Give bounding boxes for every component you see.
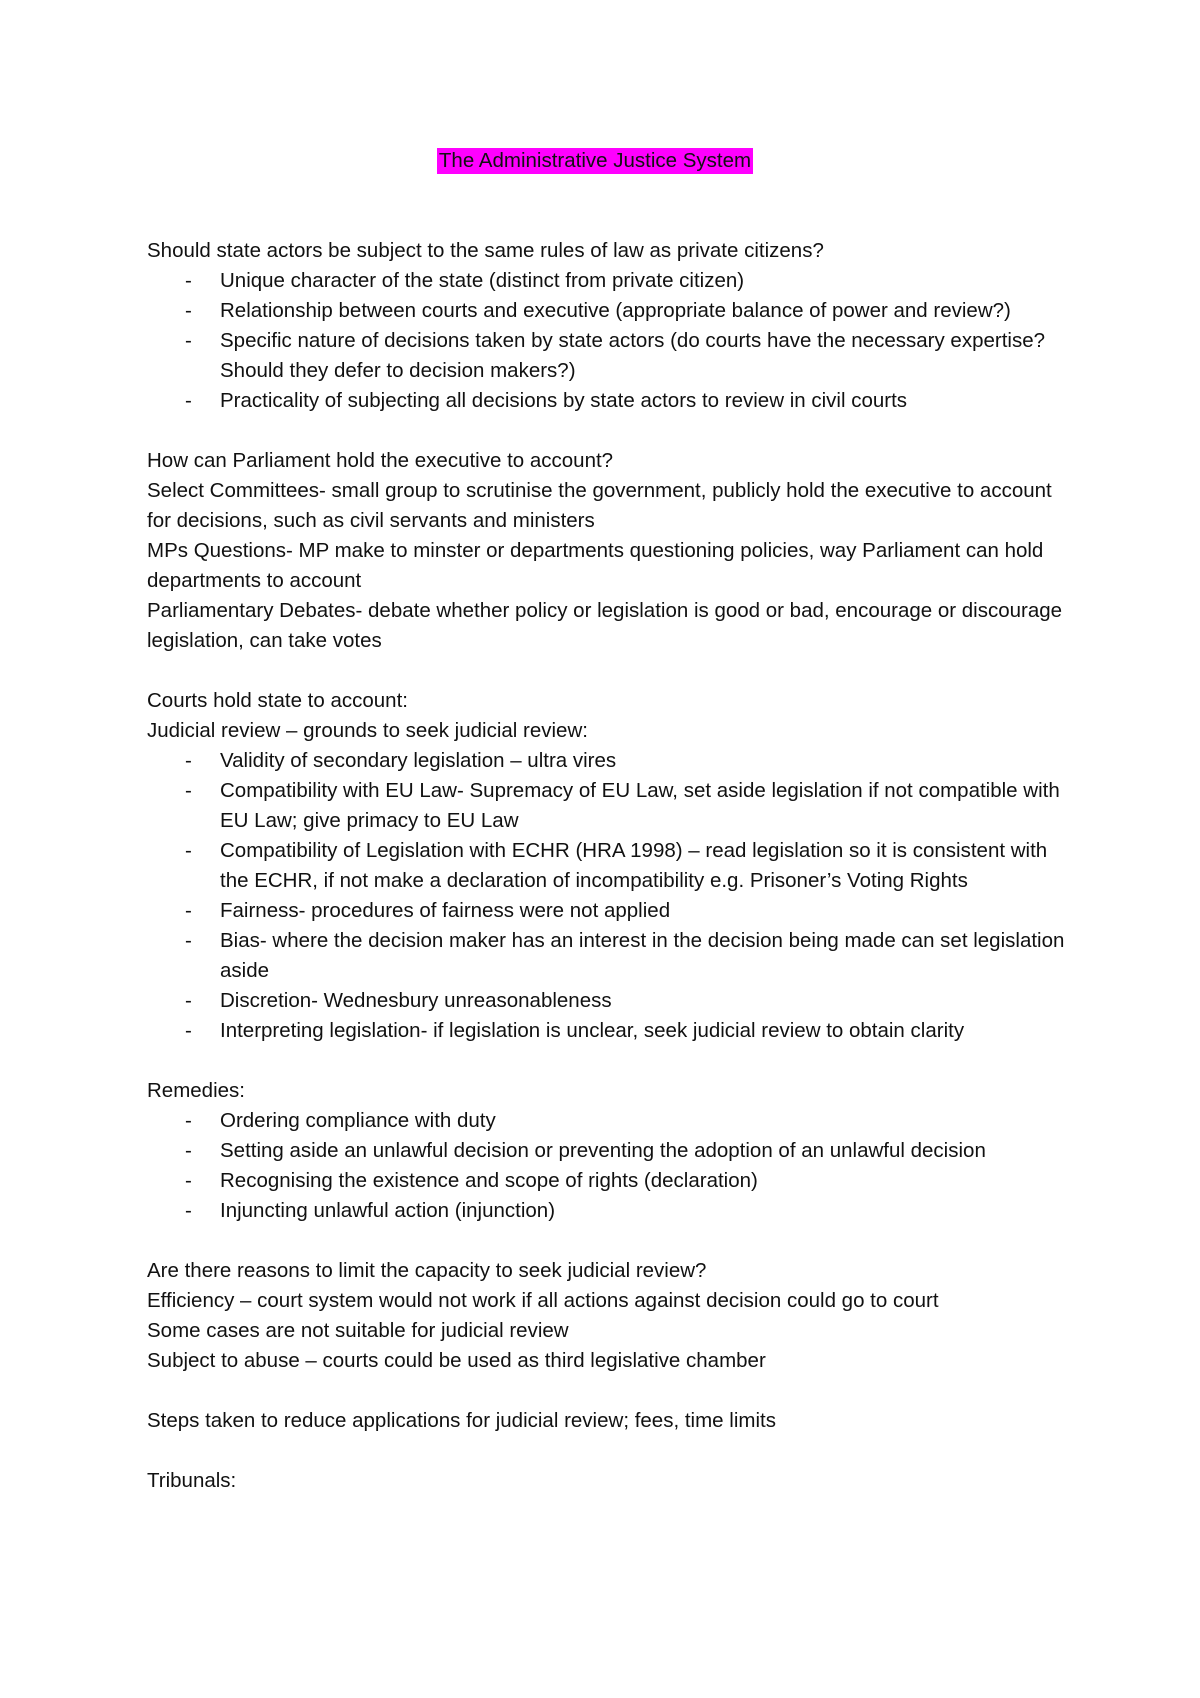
paragraph-gap bbox=[147, 656, 1077, 686]
section3-bullet-list bbox=[147, 746, 1077, 1046]
list-item-text: Fairness- procedures of fairness were not applied bbox=[220, 899, 671, 922]
list-item-text: Recognising the existence and scope of rights (declaration) bbox=[220, 1169, 758, 1192]
list-item bbox=[147, 386, 1077, 416]
list-item-text: Setting aside an unlawful decision or preventing the adoption of an unlawful decision bbox=[220, 1139, 986, 1162]
section5-question: Are there reasons to limit the capacity to seek judicial review? bbox=[147, 1259, 707, 1282]
list-item bbox=[147, 1166, 1077, 1196]
bullet-dash: - bbox=[185, 839, 192, 862]
bullet-dash: - bbox=[185, 929, 192, 952]
list-item bbox=[147, 986, 1077, 1016]
mps-questions-line: MPs Questions- MP make to minster or departments questioning policies, way Parliament can hold departments to account bbox=[147, 539, 1044, 592]
bullet-dash: - bbox=[185, 1139, 192, 1162]
list-item bbox=[147, 1016, 1077, 1046]
paragraph-gap bbox=[147, 1226, 1077, 1256]
list-item bbox=[147, 296, 1077, 326]
list-item bbox=[147, 1136, 1077, 1166]
section3-subheading: Judicial review – grounds to seek judicial review: bbox=[147, 719, 588, 742]
list-item-text: Interpreting legislation- if legislation is unclear, seek judicial review to obtain clarity bbox=[220, 1019, 965, 1042]
list-item-text: Compatibility of Legislation with ECHR (HRA 1998) – read legislation so it is consistent with the ECHR, if not make a declaration of incompatibility e.g. Prisoner’s Voting Rights bbox=[220, 839, 1048, 892]
list-item-text: Ordering compliance with duty bbox=[220, 1109, 496, 1132]
bullet-dash: - bbox=[185, 1109, 192, 1132]
list-item bbox=[147, 1106, 1077, 1136]
list-item-text: Injuncting unlawful action (injunction) bbox=[220, 1199, 556, 1222]
list-item-text: Compatibility with EU Law- Supremacy of EU Law, set aside legislation if not compatible with EU Law; give primacy to EU Law bbox=[220, 779, 1060, 832]
bullet-dash: - bbox=[185, 329, 192, 352]
paragraph-gap bbox=[147, 1436, 1077, 1466]
paragraph-gap bbox=[147, 416, 1077, 446]
subject-to-abuse-line: Subject to abuse – courts could be used as third legislative chamber bbox=[147, 1349, 766, 1372]
bullet-dash: - bbox=[185, 989, 192, 1012]
document-title: The Administrative Justice System bbox=[438, 149, 752, 172]
list-item-text: Practicality of subjecting all decisions by state actors to review in civil courts bbox=[220, 389, 908, 412]
list-item-text: Specific nature of decisions taken by state actors (do courts have the necessary expertise? Should they defer to decision makers?) bbox=[220, 329, 1045, 382]
list-item bbox=[147, 266, 1077, 296]
section7-heading: Tribunals: bbox=[147, 1469, 237, 1492]
list-item-text: Validity of secondary legislation – ultra vires bbox=[220, 749, 617, 772]
bullet-dash: - bbox=[185, 389, 192, 412]
list-item-text: Bias- where the decision maker has an interest in the decision being made can set legislation aside bbox=[220, 929, 1065, 982]
bullet-dash: - bbox=[185, 299, 192, 322]
section1-bullet-list bbox=[147, 266, 1077, 416]
list-item bbox=[147, 776, 1077, 836]
bullet-dash: - bbox=[185, 779, 192, 802]
title-container bbox=[130, 146, 1060, 176]
paragraph-gap bbox=[147, 1046, 1077, 1076]
section6-text: Steps taken to reduce applications for judicial review; fees, time limits bbox=[147, 1409, 776, 1432]
bullet-dash: - bbox=[185, 899, 192, 922]
bullet-dash: - bbox=[185, 269, 192, 292]
section1-question: Should state actors be subject to the same rules of law as private citizens? bbox=[147, 239, 824, 262]
select-committees-line: Select Committees- small group to scrutinise the government, publicly hold the executive to account for decisions, such as civil servants and ministers bbox=[147, 479, 1052, 532]
list-item bbox=[147, 926, 1077, 986]
list-item bbox=[147, 1196, 1077, 1226]
efficiency-line: Efficiency – court system would not work if all actions against decision could go to court bbox=[147, 1289, 939, 1312]
bullet-dash: - bbox=[185, 1019, 192, 1042]
list-item-text: Discretion- Wednesbury unreasonableness bbox=[220, 989, 612, 1012]
list-item bbox=[147, 746, 1077, 776]
section4-bullet-list bbox=[147, 1106, 1077, 1226]
bullet-dash: - bbox=[185, 1169, 192, 1192]
list-item bbox=[147, 326, 1077, 386]
document-page bbox=[147, 146, 1077, 1496]
list-item bbox=[147, 836, 1077, 896]
parliamentary-debates-line: Parliamentary Debates- debate whether policy or legislation is good or bad, encourage or discourage legislation, can take votes bbox=[147, 599, 1063, 652]
list-item-text: Relationship between courts and executive (appropriate balance of power and review?) bbox=[220, 299, 1011, 322]
paragraph-gap bbox=[147, 1376, 1077, 1406]
section4-heading: Remedies: bbox=[147, 1079, 245, 1102]
bullet-dash: - bbox=[185, 1199, 192, 1222]
bullet-dash: - bbox=[185, 749, 192, 772]
section3-heading: Courts hold state to account: bbox=[147, 689, 408, 712]
list-item bbox=[147, 896, 1077, 926]
unsuitable-cases-line: Some cases are not suitable for judicial review bbox=[147, 1319, 569, 1342]
section2-question: How can Parliament hold the executive to account? bbox=[147, 449, 614, 472]
list-item-text: Unique character of the state (distinct from private citizen) bbox=[220, 269, 745, 292]
